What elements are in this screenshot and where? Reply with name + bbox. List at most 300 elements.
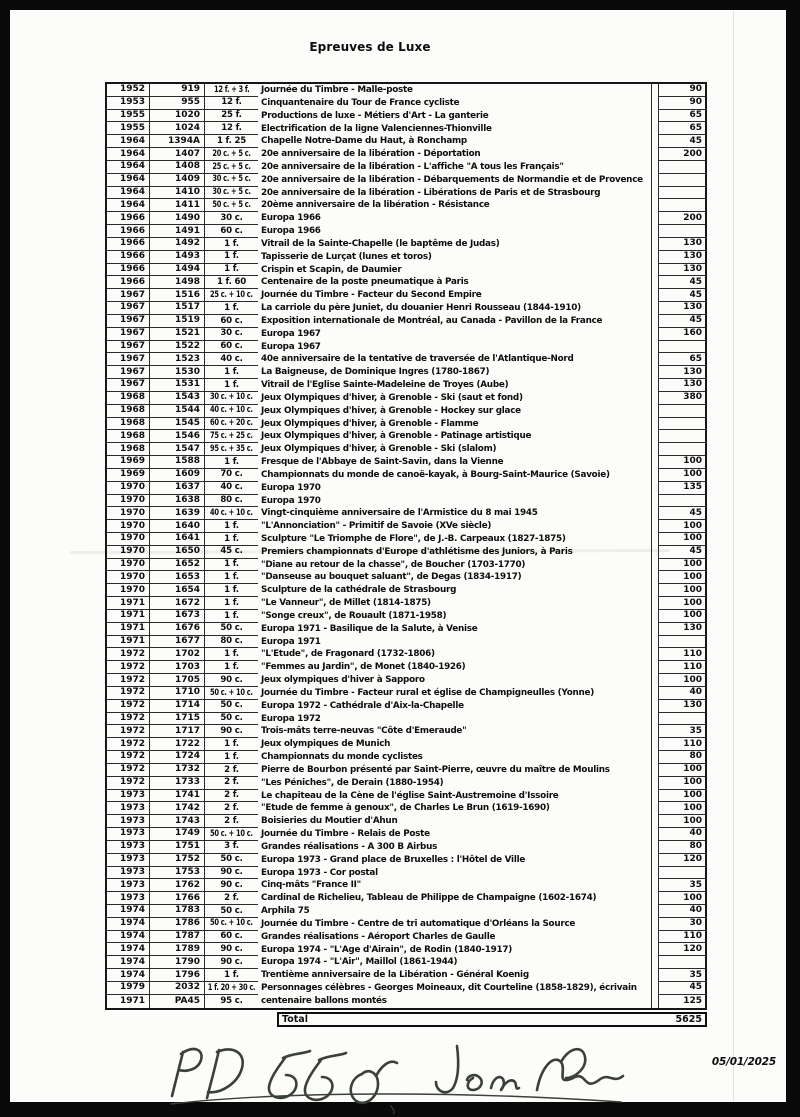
cell-catalog-num: 1749 (150, 828, 205, 841)
table-row (107, 751, 705, 764)
cell-gap (652, 289, 659, 302)
cell-price: 80 (659, 841, 705, 854)
table-row (107, 418, 705, 431)
cell-year: 1970 (107, 546, 150, 559)
cell-price (659, 867, 705, 880)
cell-face-value: 1 f. (205, 302, 258, 315)
cell-face-value: 90 c. (205, 725, 258, 738)
cell-description: Exposition internationale de Montréal, au Canada - Pavillon de la France (258, 315, 652, 328)
table-row (107, 430, 705, 443)
cell-year: 1967 (107, 379, 150, 392)
cell-price: 30 (659, 918, 705, 931)
cell-gap (652, 597, 659, 610)
cell-year: 1970 (107, 533, 150, 546)
table-row (107, 199, 705, 212)
cell-price: 120 (659, 854, 705, 867)
cell-gap (652, 610, 659, 623)
cell-year: 1952 (107, 84, 150, 97)
cell-year: 1964 (107, 148, 150, 161)
cell-face-value: 1 f. (205, 661, 258, 674)
cell-price: 110 (659, 738, 705, 751)
cell-price: 120 (659, 943, 705, 956)
cell-description: Tapisserie de Lurçat (lunes et toros) (258, 251, 652, 264)
cell-year: 1968 (107, 430, 150, 443)
cell-year: 1968 (107, 418, 150, 431)
table-row (107, 828, 705, 841)
cell-description: Jeux olympiques d'hiver à Sapporo (258, 674, 652, 687)
cell-gap (652, 956, 659, 969)
cell-description: Europa 1974 - "L'Air", Maillol (1861-1944) (258, 956, 652, 969)
cell-price (659, 174, 705, 187)
stamp-table (105, 82, 707, 1010)
table-row (107, 674, 705, 687)
cell-year: 1967 (107, 315, 150, 328)
cell-year: 1973 (107, 841, 150, 854)
cell-catalog-num: 1722 (150, 738, 205, 751)
cell-gap (652, 495, 659, 508)
cell-face-value: 45 c. (205, 546, 258, 559)
cell-catalog-num: 1637 (150, 482, 205, 495)
cell-price: 100 (659, 456, 705, 469)
cell-catalog-num: 1743 (150, 815, 205, 828)
cell-gap (652, 110, 659, 123)
cell-description: Premiers championnats d'Europe d'athlétisme des Juniors, à Paris (258, 546, 652, 559)
cell-description: Centenaire de la poste pneumatique à Paris (258, 276, 652, 289)
table-row (107, 764, 705, 777)
cell-year: 1955 (107, 110, 150, 123)
table-row (107, 597, 705, 610)
table-row (107, 790, 705, 803)
cell-face-value: 50 c. + 10 c. (205, 828, 258, 841)
cell-gap (652, 546, 659, 559)
cell-gap (652, 802, 659, 815)
cell-description: 20ème anniversaire de la libération - Résistance (258, 199, 652, 212)
cell-catalog-num: 1517 (150, 302, 205, 315)
cell-gap (652, 148, 659, 161)
table-row (107, 623, 705, 636)
cell-catalog-num: 1639 (150, 507, 205, 520)
cell-price: 65 (659, 110, 705, 123)
cell-year: 1966 (107, 251, 150, 264)
cell-catalog-num: 1394A (150, 135, 205, 148)
cell-catalog-num: 1673 (150, 610, 205, 623)
cell-gap (652, 687, 659, 700)
cell-price: 40 (659, 828, 705, 841)
cell-face-value: 90 c. (205, 879, 258, 892)
cell-catalog-num: 1492 (150, 238, 205, 251)
cell-catalog-num: 1409 (150, 174, 205, 187)
cell-face-value: 80 c. (205, 495, 258, 508)
cell-catalog-num: 1790 (150, 956, 205, 969)
cell-year: 1969 (107, 469, 150, 482)
cell-description: centenaire ballons montés (258, 995, 652, 1008)
cell-price: 100 (659, 815, 705, 828)
table-row (107, 905, 705, 918)
cell-price: 130 (659, 379, 705, 392)
cell-price: 65 (659, 353, 705, 366)
cell-gap (652, 559, 659, 572)
cell-catalog-num: 1741 (150, 790, 205, 803)
cell-gap (652, 199, 659, 212)
cell-price (659, 956, 705, 969)
cell-gap (652, 879, 659, 892)
cell-face-value: 25 c. + 10 c. (205, 289, 258, 302)
table-row (107, 571, 705, 584)
cell-catalog-num: 1408 (150, 161, 205, 174)
cell-description: 40e anniversaire de la tentative de traversée de l'Atlantique-Nord (258, 353, 652, 366)
cell-description: Trois-mâts terre-neuvas "Côte d'Emeraude" (258, 725, 652, 738)
cell-year: 1970 (107, 507, 150, 520)
cell-catalog-num: 1490 (150, 212, 205, 225)
cell-catalog-num: PA45 (150, 995, 205, 1008)
cell-price: 110 (659, 661, 705, 674)
cell-catalog-num: 1491 (150, 225, 205, 238)
cell-catalog-num: 1742 (150, 802, 205, 815)
cell-gap (652, 661, 659, 674)
cell-year: 1974 (107, 905, 150, 918)
cell-year: 1966 (107, 225, 150, 238)
cell-gap (652, 854, 659, 867)
cell-description: "Songe creux", de Rouault (1871-1958) (258, 610, 652, 623)
table-row (107, 238, 705, 251)
cell-description: Championnats du monde cyclistes (258, 751, 652, 764)
cell-face-value: 1 f. (205, 584, 258, 597)
cell-price: 35 (659, 969, 705, 982)
cell-face-value: 1 f. (205, 751, 258, 764)
cell-catalog-num: 955 (150, 97, 205, 110)
cell-price: 45 (659, 982, 705, 995)
cell-price: 130 (659, 238, 705, 251)
table-row (107, 687, 705, 700)
cell-catalog-num: 1783 (150, 905, 205, 918)
cell-price: 130 (659, 264, 705, 277)
cell-gap (652, 161, 659, 174)
table-row (107, 584, 705, 597)
cell-face-value: 40 c. + 10 c. (205, 405, 258, 418)
cell-year: 1964 (107, 187, 150, 200)
cell-price: 130 (659, 623, 705, 636)
table-row (107, 443, 705, 456)
cell-description: Europa 1970 (258, 482, 652, 495)
cell-catalog-num: 1796 (150, 969, 205, 982)
cell-face-value: 20 c. + 5 c. (205, 148, 258, 161)
cell-face-value: 70 c. (205, 469, 258, 482)
cell-gap (652, 636, 659, 649)
cell-description: Journée du Timbre - Relais de Poste (258, 828, 652, 841)
cell-catalog-num: 1546 (150, 430, 205, 443)
cell-catalog-num: 1638 (150, 495, 205, 508)
scan-artifact-vertical-fold (733, 10, 734, 1102)
cell-catalog-num: 1733 (150, 777, 205, 790)
table-row (107, 533, 705, 546)
cell-face-value: 1 f. (205, 238, 258, 251)
cell-face-value: 2 f. (205, 764, 258, 777)
cell-face-value: 1 f. 60 (205, 276, 258, 289)
cell-price: 90 (659, 97, 705, 110)
cell-catalog-num: 1724 (150, 751, 205, 764)
cell-price: 200 (659, 148, 705, 161)
cell-catalog-num: 1703 (150, 661, 205, 674)
cell-price: 130 (659, 366, 705, 379)
cell-face-value: 1 f. (205, 597, 258, 610)
cell-price: 100 (659, 571, 705, 584)
table-row (107, 84, 705, 97)
cell-face-value: 25 f. (205, 110, 258, 123)
cell-gap (652, 982, 659, 995)
table-row (107, 931, 705, 944)
cell-year: 1972 (107, 713, 150, 726)
total-value: 5625 (675, 1014, 702, 1025)
cell-gap (652, 905, 659, 918)
cell-year: 1972 (107, 648, 150, 661)
cell-catalog-num: 1789 (150, 943, 205, 956)
table-row (107, 328, 705, 341)
table-row (107, 225, 705, 238)
cell-description: Vitrail de la Sainte-Chapelle (le baptême de Judas) (258, 238, 652, 251)
cell-gap (652, 238, 659, 251)
table-row (107, 648, 705, 661)
table-row (107, 969, 705, 982)
cell-face-value: 95 c. + 35 c. (205, 443, 258, 456)
cell-price: 100 (659, 790, 705, 803)
cell-description: Trentième anniversaire de la Libération - Général Koenig (258, 969, 652, 982)
cell-price: 100 (659, 802, 705, 815)
cell-description: Electrification de la ligne Valenciennes-Thionville (258, 122, 652, 135)
cell-face-value: 40 c. (205, 482, 258, 495)
cell-gap (652, 828, 659, 841)
cell-face-value: 40 c. + 10 c. (205, 507, 258, 520)
cell-price: 100 (659, 597, 705, 610)
cell-face-value: 1 f. (205, 738, 258, 751)
cell-face-value: 50 c. (205, 623, 258, 636)
table-row (107, 738, 705, 751)
cell-price (659, 187, 705, 200)
table-row (107, 713, 705, 726)
cell-description: Sculpture "Le Triomphe de Flore", de J.-B. Carpeaux (1827-1875) (258, 533, 652, 546)
cell-price (659, 713, 705, 726)
cell-price: 100 (659, 469, 705, 482)
cell-gap (652, 623, 659, 636)
table-row (107, 366, 705, 379)
cell-face-value: 1 f. 25 (205, 135, 258, 148)
cell-price: 100 (659, 520, 705, 533)
cell-catalog-num: 1732 (150, 764, 205, 777)
cell-year: 1974 (107, 969, 150, 982)
cell-year: 1970 (107, 495, 150, 508)
cell-description: "Les Péniches", de Derain (1880-1954) (258, 777, 652, 790)
cell-catalog-num: 1715 (150, 713, 205, 726)
table-row (107, 943, 705, 956)
cell-price: 35 (659, 725, 705, 738)
cell-description: Chapelle Notre-Dame du Haut, à Ronchamp (258, 135, 652, 148)
table-row (107, 276, 705, 289)
table-row (107, 341, 705, 354)
cell-catalog-num: 1676 (150, 623, 205, 636)
cell-price: 100 (659, 559, 705, 572)
cell-face-value: 50 c. + 10 c. (205, 687, 258, 700)
cell-face-value: 25 c. + 5 c. (205, 161, 258, 174)
cell-price: 125 (683, 995, 702, 1006)
cell-price (659, 405, 705, 418)
table-row (107, 636, 705, 649)
cell-description: Europa 1971 - Basilique de la Salute, à Venise (258, 623, 652, 636)
cell-year: 1973 (107, 828, 150, 841)
cell-year: 1967 (107, 302, 150, 315)
cell-gap (652, 353, 659, 366)
cell-gap (652, 700, 659, 713)
cell-gap (652, 867, 659, 880)
cell-gap (652, 251, 659, 264)
cell-price: 110 (659, 931, 705, 944)
cell-description: Journée du Timbre - Facteur rural et église de Champigneulles (Yonne) (258, 687, 652, 700)
cell-price: 130 (659, 302, 705, 315)
cell-face-value: 90 c. (205, 956, 258, 969)
cell-gap (652, 328, 659, 341)
cell-gap (652, 97, 659, 110)
table-row (107, 802, 705, 815)
cell-year: 1964 (107, 199, 150, 212)
cell-price: 380 (659, 392, 705, 405)
cell-gap (652, 764, 659, 777)
cell-price (659, 443, 705, 456)
cell-face-value: 60 c. (205, 225, 258, 238)
table-row (107, 174, 705, 187)
cell-face-value: 1 f. (205, 571, 258, 584)
table-row (107, 315, 705, 328)
cell-catalog-num: 1516 (150, 289, 205, 302)
cell-catalog-num: 1653 (150, 571, 205, 584)
table-row (107, 610, 705, 623)
cell-gap (652, 533, 659, 546)
cell-price: 100 (659, 764, 705, 777)
cell-gap (652, 212, 659, 225)
cell-catalog-num: 1498 (150, 276, 205, 289)
cell-description: Journée du Timbre - Malle-poste (258, 84, 652, 97)
cell-gap (652, 943, 659, 956)
cell-price: 100 (659, 584, 705, 597)
cell-price: 100 (659, 777, 705, 790)
cell-year: 1966 (107, 238, 150, 251)
cell-description: Jeux olympiques de Munich (258, 738, 652, 751)
cell-face-value: 1 f. (205, 379, 258, 392)
cell-face-value: 1 f. (205, 264, 258, 277)
cell-price: 45 (659, 507, 705, 520)
cell-catalog-num: 1710 (150, 687, 205, 700)
total-label: Total (282, 1014, 308, 1025)
cell-face-value: 90 c. (205, 943, 258, 956)
cell-year: 1971 (107, 610, 150, 623)
cell-face-value: 30 c. + 5 c. (205, 174, 258, 187)
table-row (107, 661, 705, 674)
cell-gap (652, 302, 659, 315)
cell-gap (652, 738, 659, 751)
cell-face-value: 2 f. (205, 815, 258, 828)
cell-year: 1973 (107, 854, 150, 867)
cell-description: Europa 1967 (258, 341, 652, 354)
table-row (107, 251, 705, 264)
cell-year: 1969 (107, 456, 150, 469)
cell-year: 1964 (107, 174, 150, 187)
cell-gap (652, 379, 659, 392)
cell-description: Grandes réalisations - A 300 B Airbus (258, 841, 652, 854)
table-row (107, 495, 705, 508)
cell-price: 45 (659, 276, 705, 289)
cell-catalog-num: 1407 (150, 148, 205, 161)
table-row (107, 918, 705, 931)
cell-gap (652, 315, 659, 328)
cell-catalog-num: 1411 (150, 199, 205, 212)
cell-description: Vingt-cinquième anniversaire de l'Armistice du 8 mai 1945 (258, 507, 652, 520)
cell-gap (652, 892, 659, 905)
cell-year: 1974 (107, 918, 150, 931)
cell-gap (652, 341, 659, 354)
cell-year: 1971 (107, 995, 150, 1008)
cell-catalog-num: 1650 (150, 546, 205, 559)
cell-face-value: 50 c. + 5 c. (205, 199, 258, 212)
cell-price: 40 (659, 687, 705, 700)
cell-face-value: 60 c. (205, 341, 258, 354)
cell-description: La carriole du père Juniet, du douanier Henri Rousseau (1844-1910) (258, 302, 652, 315)
cell-description: "Femmes au Jardin", de Monet (1840-1926) (258, 661, 652, 674)
cell-catalog-num: 1531 (150, 379, 205, 392)
cell-year: 1967 (107, 328, 150, 341)
scan-date-label: 05/01/2025 (711, 1056, 776, 1068)
cell-price: 80 (659, 751, 705, 764)
table-row (107, 841, 705, 854)
table-row (107, 161, 705, 174)
cell-price (659, 161, 705, 174)
cell-gap (652, 584, 659, 597)
cell-gap (652, 366, 659, 379)
cell-catalog-num: 1020 (150, 110, 205, 123)
cell-price (659, 341, 705, 354)
cell-catalog-num: 1544 (150, 405, 205, 418)
cell-catalog-num: 1717 (150, 725, 205, 738)
cell-year: 1973 (107, 892, 150, 905)
table-row (107, 392, 705, 405)
cell-description: Productions de luxe - Métiers d'Art - La ganterie (258, 110, 652, 123)
cell-gap (652, 751, 659, 764)
cell-description: Le chapiteau de la Cène de l'église Saint-Austremoine d'Issoire (258, 790, 652, 803)
cell-face-value: 60 c. + 20 c. (205, 418, 258, 431)
cell-face-value: 50 c. (205, 713, 258, 726)
cell-description: Jeux Olympiques d'hiver, à Grenoble - Flamme (258, 418, 652, 431)
cell-year: 1955 (107, 122, 150, 135)
cell-catalog-num: 1523 (150, 353, 205, 366)
cell-catalog-num: 1545 (150, 418, 205, 431)
cell-description: La Baigneuse, de Dominique Ingres (1780-1867) (258, 366, 652, 379)
cell-gap (652, 135, 659, 148)
cell-year: 1968 (107, 405, 150, 418)
cell-catalog-num: 1493 (150, 251, 205, 264)
cell-face-value: 12 f. (205, 122, 258, 135)
cell-description: Europa 1973 - Cor postal (258, 867, 652, 880)
cell-price: 35 (659, 879, 705, 892)
cell-face-value: 1 f. (205, 648, 258, 661)
table-row (107, 815, 705, 828)
cell-gap (652, 995, 659, 1008)
cell-price: 45 (659, 546, 705, 559)
cell-gap (652, 674, 659, 687)
table-row (107, 995, 705, 1008)
cell-catalog-num: 1705 (150, 674, 205, 687)
cell-price (659, 636, 705, 649)
cell-catalog-num: 1766 (150, 892, 205, 905)
table-row (107, 469, 705, 482)
cell-catalog-num: 1609 (150, 469, 205, 482)
cell-year: 1966 (107, 264, 150, 277)
cell-gap (652, 174, 659, 187)
